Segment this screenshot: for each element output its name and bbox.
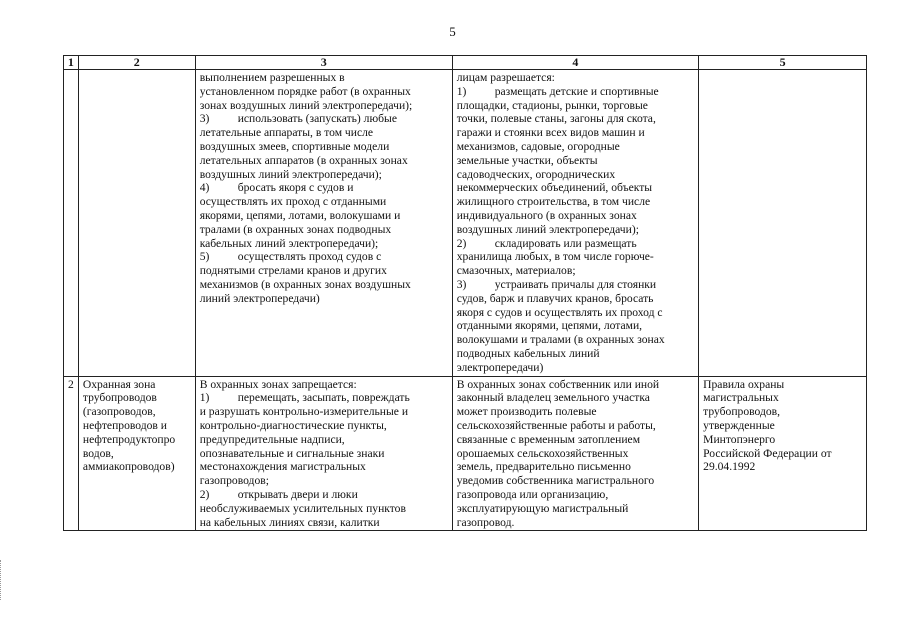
text-line — [200, 488, 448, 502]
text-line — [200, 250, 448, 264]
text-line: хранилища любых, в том числе горюче- — [456, 250, 654, 264]
text-line: Минтопэнерго — [703, 432, 776, 446]
text-line: уведомив собственника магистрального — [456, 474, 655, 488]
text-line — [200, 112, 448, 126]
list-marker: 5) — [199, 250, 210, 264]
text-line: Охранная зона — [82, 377, 156, 391]
cell-permissions — [452, 376, 698, 531]
list-marker: 2) — [456, 236, 467, 250]
text-line: связанные с временным затоплением — [456, 432, 641, 446]
list-marker: 4) — [199, 181, 210, 195]
text-line: отданными якорями, цепями, лотами, — [456, 319, 643, 333]
text-line: гаражи и стоянки всех видов машин и — [456, 126, 645, 140]
text-line: подводных кабельных линий — [456, 346, 600, 360]
text-line: сельскохозяйственные работы и работы, — [456, 418, 656, 432]
regulation-table — [63, 55, 867, 531]
cell-permissions — [452, 70, 698, 377]
list-text: осуществлять проход судов с — [237, 250, 382, 264]
cell-prohibitions — [195, 70, 452, 377]
text-line: Российской Федерации от — [703, 446, 832, 460]
text-line: (газопроводов, — [82, 405, 156, 419]
text-line: трубопроводов — [82, 391, 157, 405]
text-line: В охранных зонах собственник или иной — [456, 377, 660, 391]
text-line: волокушами и тралами (в охранных зонах — [456, 333, 665, 347]
header-col-3: 3 — [195, 56, 452, 70]
text-line: линий электропередачи) — [199, 291, 320, 305]
text-line: магистральных — [703, 391, 779, 405]
text-line: трубопроводов, — [703, 405, 781, 419]
text-line: воздушных змеев, спортивные модели — [199, 139, 390, 153]
list-text: размещать детские и спортивные — [494, 84, 659, 98]
text-line: механизмов, садовые, огородные — [456, 139, 620, 153]
list-text: открывать двери и люки — [237, 487, 358, 501]
text-line: лицам разрешается: — [456, 71, 555, 84]
text-line: законный владелец земельного участка — [456, 391, 650, 405]
text-line: земель, предварительно письменно — [456, 460, 631, 474]
text-line: садоводческих, огороднических — [456, 167, 616, 181]
cell-zone-empty — [78, 70, 195, 377]
list-marker: 1) — [199, 391, 210, 405]
cell-source-empty — [699, 70, 867, 377]
cell-prohibitions — [195, 376, 452, 531]
text-line — [200, 181, 448, 195]
text-line: земельные участки, объекты — [456, 153, 598, 167]
cell-number: 2 — [64, 376, 79, 531]
list-marker: 3) — [199, 112, 210, 126]
text-line: утвержденные — [703, 418, 775, 432]
list-marker: 3) — [456, 277, 467, 291]
text-line: электропередачи) — [456, 360, 544, 374]
text-line: необслуживаемых усилительных пунктов — [199, 501, 406, 515]
text-line: газопроводов; — [199, 474, 269, 488]
list-text: складировать или размещать — [494, 236, 637, 250]
text-line: кабельных линий электропередачи); — [199, 236, 379, 250]
header-row — [64, 56, 867, 70]
list-text: бросать якоря с судов и — [237, 181, 354, 195]
text-line: контрольно-диагностические пункты, — [199, 418, 387, 432]
cell-zone-name — [78, 376, 195, 531]
text-line: тралами (в охранных зонах подводных — [199, 222, 392, 236]
text-line: предупредительные надписи, — [199, 432, 345, 446]
text-line: Правила охраны — [703, 377, 785, 391]
text-line: нефтепродуктопро — [82, 432, 176, 446]
text-line: В охранных зонах запрещается: — [199, 377, 357, 391]
text-line: судов, барж и плавучих кранов, бросать — [456, 291, 654, 305]
text-line: орошаемых сельскохозяйственных — [456, 446, 629, 460]
text-line: индивидуального (в охранных зонах — [456, 208, 637, 222]
header-col-2: 2 — [78, 56, 195, 70]
table-row-continued — [64, 70, 867, 377]
text-line: некоммерческих объединений, объекты — [456, 181, 653, 195]
text-line — [457, 85, 694, 99]
text-line: зонах воздушных линий электропередачи); — [199, 98, 413, 112]
text-line: газопровод. — [456, 515, 515, 529]
text-line: якорями, цепями, лотами, волокушами и — [199, 208, 401, 222]
text-line: аммиакопроводов) — [82, 460, 175, 474]
text-line: водов, — [82, 446, 114, 460]
text-line — [457, 278, 694, 292]
text-line — [200, 391, 448, 405]
text-line: якоря с судов и осуществлять их проход с — [456, 305, 663, 319]
list-text: перемещать, засыпать, повреждать — [237, 391, 410, 405]
text-line: нефтепроводов и — [82, 418, 168, 432]
cell-number-empty — [64, 70, 79, 377]
text-line: смазочных, материалов; — [456, 264, 576, 278]
text-line: летательные аппараты, в том числе — [199, 126, 374, 140]
text-line: воздушных линий электропередачи); — [199, 167, 382, 181]
text-line: механизмов (в охранных зонах воздушных — [199, 277, 411, 291]
text-line: газопровода или организацию, — [456, 487, 609, 501]
text-line: поднятыми стрелами кранов и других — [199, 264, 387, 278]
text-line: может производить полевые — [456, 405, 597, 419]
scan-edge-mark — [0, 560, 4, 600]
text-line: опознавательные и сигнальные знаки — [199, 446, 385, 460]
text-line: точки, полевые станы, загоны для скота, — [456, 112, 656, 126]
text-line: на кабельных линиях связи, калитки — [199, 515, 380, 529]
text-line: площадки, стадионы, рынки, торговые — [456, 98, 648, 112]
list-text: использовать (запускать) любые — [237, 112, 397, 126]
text-line: воздушных линий электропередачи); — [456, 222, 639, 236]
header-col-1: 1 — [64, 56, 79, 70]
list-text: устраивать причалы для стоянки — [494, 277, 657, 291]
text-line — [457, 237, 694, 251]
text-line: летательных аппаратов (в охранных зонах — [199, 153, 408, 167]
text-line: выполнением разрешенных в — [199, 71, 345, 84]
text-line: эксплуатирующую магистральный — [456, 501, 629, 515]
cell-source — [699, 376, 867, 531]
header-col-4: 4 — [452, 56, 698, 70]
header-col-5: 5 — [699, 56, 867, 70]
text-line: установленном порядке работ (в охранных — [199, 84, 411, 98]
text-line: осуществлять их проход с отданными — [199, 195, 387, 209]
page-number: 5 — [449, 24, 456, 39]
text-line: жилищного строительства, в том числе — [456, 195, 651, 209]
list-marker: 2) — [199, 487, 210, 501]
text-line: 29.04.1992 — [703, 460, 756, 474]
list-marker: 1) — [456, 84, 467, 98]
text-line: и разрушать контрольно-измерительные и — [199, 405, 409, 419]
table-row-2 — [64, 376, 867, 531]
text-line: местонахождения магистральных — [199, 460, 366, 474]
